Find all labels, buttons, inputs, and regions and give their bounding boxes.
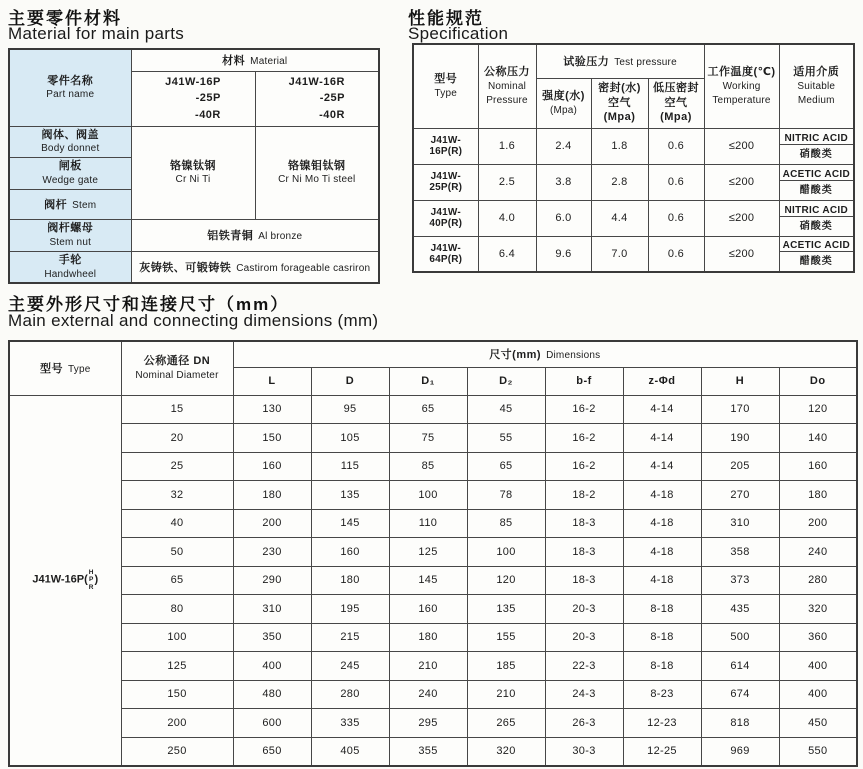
material-zh: 铝铁青铜 [207,230,254,243]
spec-value-cell: 6.4 [478,236,536,272]
material-zh: 灰铸铁、可锻铸铁 [139,262,232,275]
spec-header-type [413,44,478,128]
dim-cell: 310 [233,595,311,624]
dim-cell: 4-18 [623,566,701,595]
medium-en: ACETIC ACID [780,240,854,252]
spec-type-cell: J41W-40P(R) [413,200,478,236]
dim-cell: 20-3 [545,623,623,652]
dim-cell: 65 [467,452,545,481]
dim-cell: 358 [701,538,779,567]
part-zh: 闸板 [58,160,82,173]
medium-zh: 硝酸类 [799,220,833,232]
dims-col-bf: b-f [545,367,623,395]
type-prefix: J41W-16P( [32,573,88,586]
spec-row [413,236,854,272]
dim-cell: 215 [311,623,389,652]
spec-row [413,200,854,236]
dim-cell: 8-18 [623,595,701,624]
dims-header-dimensions [233,341,857,367]
spec-medium-cell [779,128,854,164]
spec-value-cell: 1.8 [591,128,648,164]
material-cell-cast-iron [131,251,379,283]
dim-row [9,566,857,595]
dim-cell: 16-2 [545,424,623,453]
dn-cell: 15 [121,395,233,424]
spec-value-cell: 4.0 [478,200,536,236]
spec-value-cell: 4.4 [591,200,648,236]
spec-value-cell: 0.6 [648,236,704,272]
dim-cell: 600 [233,709,311,738]
dim-cell: 120 [779,395,857,424]
dim-cell: 160 [233,452,311,481]
dim-cell: 12-23 [623,709,701,738]
dim-cell: 240 [389,680,467,709]
dn-cell: 150 [121,680,233,709]
dim-cell: 355 [389,737,467,766]
spec-header-low-seal [648,78,704,128]
dim-cell: 190 [701,424,779,453]
dim-cell: 295 [389,709,467,738]
type-letter: H [88,569,94,577]
dim-cell: 20-3 [545,595,623,624]
hdr-en: Pressure [486,94,528,106]
dimensions-section-title-en: Main external and connecting dimensions (mm) [8,311,379,330]
dim-cell: 155 [467,623,545,652]
dim-cell: 95 [311,395,389,424]
hdr-en: Dimensions [546,350,601,362]
spec-section-title-en: Specification [408,24,509,43]
dn-cell: 125 [121,652,233,681]
dim-cell: 12-25 [623,737,701,766]
dim-cell: 18-3 [545,538,623,567]
dims-col-L: L [233,367,311,395]
part-row-body-bonnet [9,126,131,157]
model-line: -40R [195,108,221,121]
spec-type-cell: J41W-64P(R) [413,236,478,272]
dim-cell: 210 [467,680,545,709]
spec-value-cell: 7.0 [591,236,648,272]
part-en: Wedge gate [42,175,99,187]
dim-cell: 335 [311,709,389,738]
dim-cell: 969 [701,737,779,766]
dim-cell: 400 [779,680,857,709]
spec-temp-cell: ≤200 [704,128,779,164]
hdr-zh: 密封(水) [598,81,641,94]
dim-cell: 18-3 [545,509,623,538]
part-name-header-zh: 零件名称 [47,74,94,87]
dim-cell: 8-18 [623,652,701,681]
dim-cell: 125 [389,538,467,567]
dim-row [9,481,857,510]
spec-header-test-pressure [536,44,704,78]
part-en: Handwheel [44,268,97,280]
material-en: Castirom forageable casriron [236,263,371,275]
dim-row [9,680,857,709]
spec-type-cell: J41W-16P(R) [413,128,478,164]
dim-cell: 480 [233,680,311,709]
dn-cell: 50 [121,538,233,567]
spec-section-title-zh: 性能规范 [408,9,484,28]
dims-type-cell [9,395,121,766]
model-line: J41W-16P [165,75,221,88]
dims-col-zphid: z-Φd [623,367,701,395]
dim-cell: 4-14 [623,424,701,453]
type-letter: P [88,576,94,584]
model-list-cell-2 [255,71,379,126]
dim-cell: 650 [233,737,311,766]
part-en: Body donnet [41,143,100,155]
dim-cell: 320 [779,595,857,624]
dim-cell: 4-14 [623,452,701,481]
model-list-cell-1 [131,71,255,126]
type-letter: R [88,583,94,591]
hdr-zh: 型号 [434,73,458,86]
material-en: Cr Ni Ti [175,174,211,186]
dn-cell: 100 [121,623,233,652]
type-letter-stack [89,569,94,590]
dim-cell: 450 [779,709,857,738]
dn-cell: 25 [121,452,233,481]
dim-cell: 85 [467,509,545,538]
spec-value-cell: 0.6 [648,200,704,236]
dim-cell: 280 [779,566,857,595]
hdr-en: Type [68,364,91,376]
dn-cell: 40 [121,509,233,538]
material-header-cell [131,49,379,71]
dim-cell: 115 [311,452,389,481]
hdr-zh: 低压密封 [653,81,700,94]
dim-cell: 4-18 [623,481,701,510]
spec-temp-cell: ≤200 [704,164,779,200]
spec-value-cell: 3.8 [536,164,591,200]
dim-cell: 400 [233,652,311,681]
material-cell-crnimoti [255,126,379,219]
spec-value-cell: 2.4 [536,128,591,164]
spec-header-nominal-pressure [478,44,536,128]
dim-cell: 230 [233,538,311,567]
type-suffix: ) [94,573,99,586]
dim-cell: 195 [311,595,389,624]
dim-cell: 65 [389,395,467,424]
hdr-zh: 空气(Mpa) [660,96,692,124]
spec-header-medium [779,44,854,128]
dim-cell: 4-14 [623,395,701,424]
material-cell-crniti [131,126,255,219]
medium-en: ACETIC ACID [780,169,854,181]
dim-cell: 135 [311,481,389,510]
dim-row [9,452,857,481]
part-row-wedge-gate [9,157,131,189]
dim-cell: 145 [311,509,389,538]
dim-cell: 360 [779,623,857,652]
dimensions-table [8,340,858,767]
dim-cell: 160 [311,538,389,567]
dim-cell: 18-2 [545,481,623,510]
dn-cell: 250 [121,737,233,766]
dim-row [9,424,857,453]
hdr-en: Type [434,87,457,99]
medium-en: NITRIC ACID [780,133,854,145]
part-en: Stem [72,200,97,212]
dim-cell: 674 [701,680,779,709]
hdr-zh: 型号 [40,363,63,376]
spec-value-cell: 0.6 [648,128,704,164]
dim-cell: 240 [779,538,857,567]
dim-cell: 4-18 [623,509,701,538]
part-row-stem [9,189,131,219]
hdr-zh: 强度(水) [542,89,585,102]
dim-row [9,737,857,766]
medium-zh: 硝酸类 [799,148,833,160]
dim-cell: 200 [779,509,857,538]
spec-value-cell: 2.8 [591,164,648,200]
spec-value-cell: 6.0 [536,200,591,236]
dim-cell: 160 [779,452,857,481]
spec-row [413,164,854,200]
spec-medium-cell [779,236,854,272]
dim-cell: 78 [467,481,545,510]
dim-cell: 614 [701,652,779,681]
dim-cell: 26-3 [545,709,623,738]
spec-value-cell: 9.6 [536,236,591,272]
dim-cell: 145 [389,566,467,595]
part-zh: 阀杆 [44,199,68,212]
part-zh: 阀杆螺母 [47,222,94,235]
dim-cell: 135 [467,595,545,624]
dim-cell: 180 [311,566,389,595]
dim-row [9,652,857,681]
material-section-title-zh: 主要零件材料 [8,9,122,28]
dim-cell: 200 [233,509,311,538]
material-zh: 铬镍钼钛钢 [288,159,346,172]
spec-medium-cell [779,200,854,236]
dim-row [9,538,857,567]
hdr-en: Working [722,81,761,93]
spec-row [413,128,854,164]
dim-row [9,509,857,538]
dim-cell: 4-18 [623,538,701,567]
spec-type-cell: J41W-25P(R) [413,164,478,200]
dims-col-D2: D₂ [467,367,545,395]
hdr-en: Temperature [712,94,771,106]
dim-cell: 310 [701,509,779,538]
dim-cell: 550 [779,737,857,766]
spec-table [412,43,855,273]
part-row-stem-nut [9,219,131,251]
dim-cell: 150 [233,424,311,453]
dim-cell: 320 [467,737,545,766]
dim-cell: 180 [389,623,467,652]
hdr-zh: 空气(Mpa) [603,96,636,124]
spec-header-working-temp [704,44,779,128]
dims-header-dn [121,341,233,395]
dim-cell: 185 [467,652,545,681]
dim-cell: 8-23 [623,680,701,709]
dim-cell: 8-18 [623,623,701,652]
material-en: Cr Ni Mo Ti steel [278,174,356,186]
dim-row [9,623,857,652]
part-en: Stem nut [49,237,92,249]
dim-cell: 18-3 [545,566,623,595]
spec-temp-cell: ≤200 [704,200,779,236]
dn-cell: 65 [121,566,233,595]
dim-cell: 435 [701,595,779,624]
model-line: -25P [319,92,345,105]
dim-cell: 45 [467,395,545,424]
dim-cell: 160 [389,595,467,624]
dim-cell: 400 [779,652,857,681]
dim-cell: 500 [701,623,779,652]
dims-col-D: D [311,367,389,395]
material-header-zh: 材料 [222,55,246,68]
dim-cell: 350 [233,623,311,652]
spec-medium-cell [779,164,854,200]
hdr-zh: 公称压力 [484,66,530,79]
material-en: Al bronze [258,231,303,243]
dim-cell: 100 [467,538,545,567]
hdr-zh: 工作温度(℃) [707,66,776,79]
dn-cell: 80 [121,595,233,624]
dim-row [9,595,857,624]
dim-cell: 120 [467,566,545,595]
dim-cell: 85 [389,452,467,481]
dim-cell: 280 [311,680,389,709]
dim-cell: 180 [233,481,311,510]
dim-cell: 170 [701,395,779,424]
medium-en: NITRIC ACID [780,205,854,217]
spec-value-cell: 1.6 [478,128,536,164]
dim-cell: 24-3 [545,680,623,709]
part-zh: 阀体、阀盖 [41,128,99,141]
model-line: -40R [319,108,345,121]
dim-row [9,709,857,738]
spec-temp-cell: ≤200 [704,236,779,272]
part-zh: 手轮 [58,253,82,266]
spec-value-cell: 0.6 [648,164,704,200]
dn-cell: 32 [121,481,233,510]
material-header-en: Material [250,56,288,68]
spec-header-seal [591,78,648,128]
dim-cell: 110 [389,509,467,538]
dims-col-Do: Do [779,367,857,395]
dim-cell: 140 [779,424,857,453]
dim-cell: 16-2 [545,452,623,481]
dim-cell: 265 [467,709,545,738]
model-line: J41W-16R [288,75,345,88]
spec-header-strength [536,78,591,128]
hdr-zh: 适用介质 [793,66,840,79]
dim-cell: 55 [467,424,545,453]
dim-row [9,395,857,424]
hdr-zh: 试验压力 [563,56,610,69]
model-line: -25P [195,92,221,105]
dim-cell: 270 [701,481,779,510]
dim-cell: 105 [311,424,389,453]
dims-col-H: H [701,367,779,395]
dim-cell: 405 [311,737,389,766]
dim-cell: 30-3 [545,737,623,766]
dim-cell: 210 [389,652,467,681]
part-name-header-en: Part name [46,89,95,101]
medium-zh: 醋酸类 [799,184,833,196]
dim-cell: 180 [779,481,857,510]
dim-cell: 290 [233,566,311,595]
material-cell-al-bronze [131,219,379,251]
dimensions-section-title-zh: 主要外形尺寸和连接尺寸（mm） [8,295,290,314]
dim-cell: 16-2 [545,395,623,424]
hdr-en: Medium [797,94,835,106]
part-row-handwheel [9,251,131,283]
dims-col-D1: D₁ [389,367,467,395]
dims-header-type [9,341,121,395]
dim-cell: 100 [389,481,467,510]
hdr-en: (Mpa) [549,104,578,116]
dim-cell: 373 [701,566,779,595]
hdr-en: Suitable [797,81,836,93]
dn-cell: 20 [121,424,233,453]
dim-cell: 205 [701,452,779,481]
material-section-title-en: Material for main parts [8,24,185,43]
dim-cell: 245 [311,652,389,681]
hdr-zh: 公称通径 DN [143,355,211,368]
hdr-en: Test pressure [614,57,677,69]
dim-cell: 130 [233,395,311,424]
material-zh: 铬镍钛钢 [170,159,216,172]
hdr-en: Nominal Diameter [135,369,219,381]
dim-cell: 22-3 [545,652,623,681]
material-table [8,48,380,284]
dn-cell: 200 [121,709,233,738]
dim-cell: 75 [389,424,467,453]
hdr-en: Nominal [487,81,527,93]
hdr-zh: 尺寸(mm) [489,349,542,362]
dim-cell: 818 [701,709,779,738]
medium-zh: 醋酸类 [799,256,833,268]
spec-value-cell: 2.5 [478,164,536,200]
part-name-header-cell [9,49,131,126]
